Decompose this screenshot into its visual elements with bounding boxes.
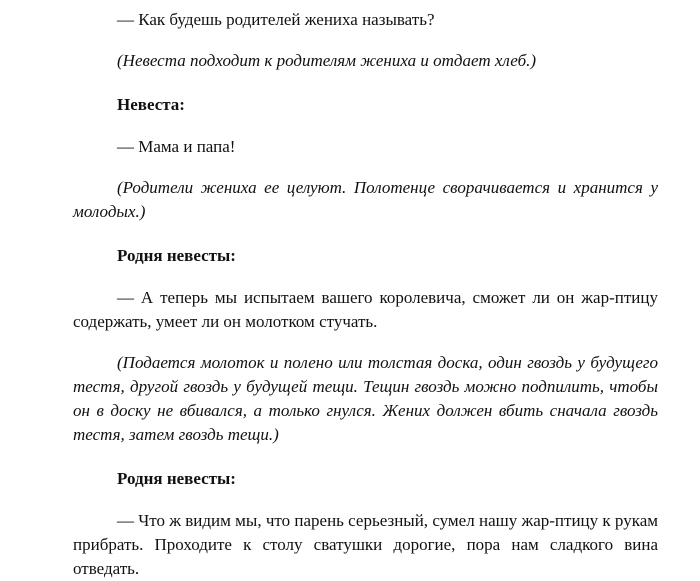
dialogue-line: — Как будешь родителей жениха называть?	[117, 10, 435, 29]
stage-direction: (Родители жениха ее целуют. Полотенце сворачивается и хранится у молодых.)	[73, 178, 658, 221]
dialogue-line: — Что ж видим мы, что парень серьезный, сумел нашу жар-птицу к рукам прибрать. Проходите к столу сватушки дорогие, пора нам сладкого вина отведать.	[73, 511, 658, 578]
dialogue-line: — А теперь мы испытаем вашего королевича, сможет ли он жар-птицу содержать, умеет ли он молотком стучать.	[73, 288, 658, 331]
speaker-heading: Родня невесты:	[117, 246, 236, 265]
dialogue-line: — Мама и папа!	[117, 137, 236, 156]
speaker-heading: Невеста:	[117, 95, 185, 114]
speaker-heading: Родня невесты:	[117, 469, 236, 488]
stage-direction: (Подается молоток и полено или толстая доска, один гвоздь у будущего тестя, другой гвоздь у будущей тещи. Тещин гвоздь можно подпилить, чтобы он в доску не вбивался, а только гнулся. Жених должен вбить сначала гвоздь тестя, затем гвоздь тещи.)	[73, 353, 658, 444]
stage-direction: (Невеста подходит к родителям жениха и отдает хлеб.)	[117, 51, 537, 70]
